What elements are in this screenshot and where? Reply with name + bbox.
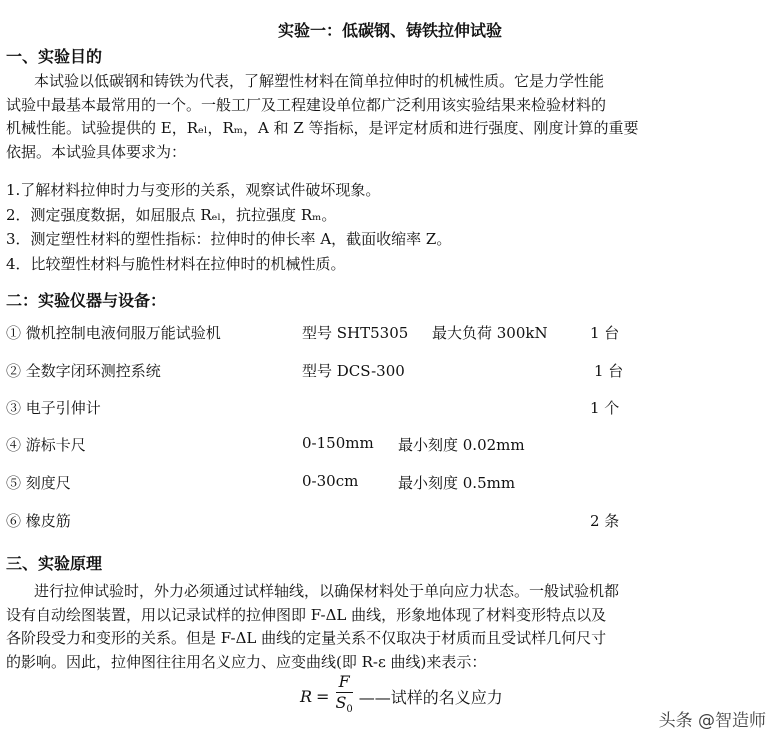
paragraph-line: 试验中最基本最常用的一个。一般工厂及工程建设单位都广泛利用该实验结果来检验材料的 — [6, 95, 607, 114]
requirement-item: 3．测定塑性材料的塑性指标：拉伸时的伸长率 A，截面收缩率 Z。 — [6, 230, 452, 248]
equipment-extra: 最大负荷 300kN — [432, 324, 548, 342]
paragraph-line: 本试验以低碳钢和铸铁为代表，了解塑性材料在简单拉伸时的机械性质。它是力学性能 — [34, 72, 605, 90]
fraction-numerator: F — [336, 672, 353, 693]
requirement-item: 4．比较塑性材料与脆性材料在拉伸时的机械性质。 — [6, 254, 346, 273]
stress-equation — [300, 672, 503, 720]
equipment-spec: 型号 DCS-300 — [302, 362, 405, 380]
equipment-name: ③ 电子引伸计 — [6, 399, 101, 417]
requirements-list — [6, 178, 451, 276]
section-3-paragraph — [6, 580, 776, 674]
equipment-name: ② 全数字闭环测控系统 — [6, 362, 161, 380]
paragraph-line: 机械性能。试验提供的 E，Rₑₗ，Rₘ，A 和 Z 等指标，是评定材质和进行强度、刚度计算的重要 — [6, 119, 639, 137]
equipment-name: ⑤ 刻度尺 — [6, 474, 71, 492]
equipment-qty: 1 台 — [590, 324, 620, 342]
watermark: 头条 @智造师 — [658, 711, 766, 731]
equals-sign: = — [316, 686, 330, 706]
equipment-name: ⑥ 橡皮筋 — [6, 512, 71, 530]
equipment-extra: 最小刻度 0.02mm — [398, 436, 525, 454]
paragraph-line: 各阶段受力和变形的关系。但是 F-ΔL 曲线的定量关系不仅取决于材质而且受试样几何尺寸 — [6, 629, 607, 647]
equipment-name: ① 微机控制电液伺服万能试验机 — [6, 324, 221, 342]
equation-lhs: R — [300, 686, 313, 706]
paragraph-line: 的影响。因此，拉伸图往往用名义应力、应变曲线(即 R-ε 曲线)来表示： — [6, 652, 487, 671]
paragraph-line: 进行拉伸试验时，外力必须通过试样轴线，以确保材料处于单向应力状态。一般试验机都 — [34, 582, 620, 600]
paragraph-line: 设有自动绘图装置，用以记录试样的拉伸图即 F-ΔL 曲线，形象地体现了材料变形特点以及 — [6, 605, 607, 624]
equipment-qty: 1 台 — [594, 362, 624, 380]
equipment-spec: 0-150mm — [302, 434, 374, 452]
fraction-denominator — [335, 693, 352, 720]
equipment-qty: 1 个 — [590, 399, 620, 417]
denominator-subscript: 0 — [346, 704, 353, 716]
requirement-item: 2．测定强度数据，如屈服点 Rₑₗ，抗拉强度 Rₘ。 — [6, 205, 337, 224]
requirement-item: 1.了解材料拉伸时力与变形的关系，观察试件破坏现象。 — [6, 181, 381, 199]
equipment-spec: 型号 SHT5305 — [302, 324, 409, 342]
section-1-paragraph — [6, 70, 776, 164]
equation-description: ——试样的名义应力 — [358, 687, 503, 707]
section-2-heading: 二：实验仪器与设备： — [6, 291, 167, 310]
document-title: 实验一：低碳钢、铸铁拉伸试验 — [277, 21, 502, 40]
equipment-qty: 2 条 — [590, 512, 620, 530]
denominator-symbol: S — [335, 693, 347, 712]
paragraph-line: 依据。本试验具体要求为： — [6, 142, 187, 161]
section-1-heading: 一、实验目的 — [6, 47, 103, 66]
section-3-heading: 三、实验原理 — [6, 554, 103, 573]
equipment-spec: 0-30cm — [302, 472, 359, 490]
equipment-name: ④ 游标卡尺 — [6, 436, 86, 454]
equation-fraction — [335, 672, 352, 720]
equipment-extra: 最小刻度 0.5mm — [398, 474, 516, 492]
